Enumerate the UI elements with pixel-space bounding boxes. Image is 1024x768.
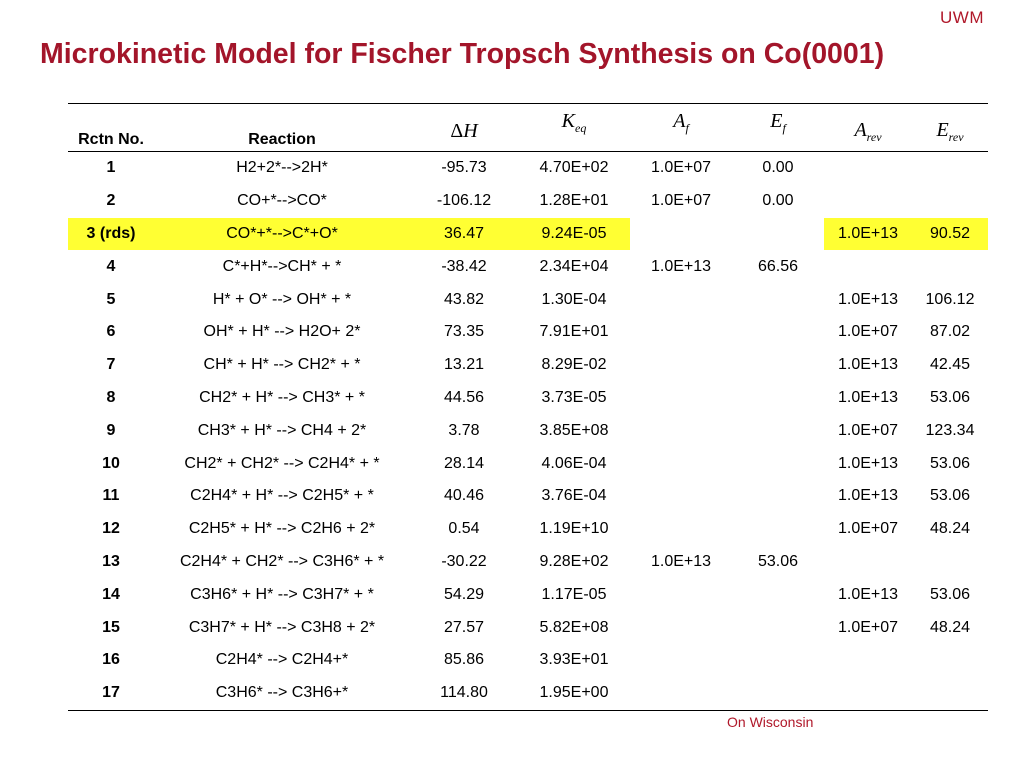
cell-ef <box>732 513 824 546</box>
cell-keq: 1.30E-04 <box>541 290 607 308</box>
cell-ef <box>732 578 824 611</box>
cell-reaction: H* + O* --> OH* + * <box>212 290 352 308</box>
cell-erev <box>912 250 988 283</box>
cell-delta-h: 73.35 <box>443 323 485 341</box>
cell-af: 1.0E+07 <box>650 192 712 210</box>
table-row <box>68 283 988 316</box>
table-row <box>68 447 988 480</box>
cell-erev <box>912 152 988 185</box>
table-row <box>68 644 988 677</box>
col-header-keq: $K_{eq}$ <box>518 104 630 152</box>
reaction-table <box>68 103 988 711</box>
cell-arev <box>824 250 912 283</box>
table-row <box>68 480 988 513</box>
cell-rctn-no: 8 <box>106 388 116 406</box>
cell-af <box>630 677 732 710</box>
cell-ef <box>732 316 824 349</box>
table-row <box>68 611 988 644</box>
cell-keq: 1.19E+10 <box>539 520 609 538</box>
cell-reaction: C3H6* + H* --> C3H7* + * <box>190 585 374 603</box>
cell-delta-h: 27.57 <box>443 618 485 636</box>
cell-ef <box>732 644 824 677</box>
table-row <box>68 250 988 283</box>
cell-reaction: C*+H*-->CH* + * <box>222 257 342 275</box>
cell-af <box>630 316 732 349</box>
cell-ef <box>732 382 824 415</box>
table-row <box>68 382 988 415</box>
table-row <box>68 316 988 349</box>
cell-arev <box>824 152 912 185</box>
cell-delta-h: 114.80 <box>440 684 488 702</box>
cell-ef <box>732 218 824 251</box>
cell-arev <box>824 644 912 677</box>
cell-rctn-no: 6 <box>106 323 116 341</box>
table-row <box>68 185 988 218</box>
cell-delta-h: 28.14 <box>443 454 485 472</box>
cell-reaction: C2H4* + H* --> C2H5* + * <box>190 487 374 505</box>
col-header-ef: $E_f$ <box>732 104 824 152</box>
table-row <box>68 546 988 579</box>
table-row <box>68 677 988 710</box>
cell-erev: 87.02 <box>929 323 971 341</box>
cell-af <box>630 578 732 611</box>
cell-reaction: CO*+*-->C*+O* <box>154 218 410 251</box>
cell-keq: 4.06E-04 <box>541 454 607 472</box>
cell-reaction: CO+*-->CO* <box>237 192 327 210</box>
cell-arev: 1.0E+13 <box>837 388 899 406</box>
cell-erev: 48.24 <box>929 520 971 538</box>
cell-af <box>630 382 732 415</box>
cell-delta-h: -30.22 <box>441 552 487 570</box>
cell-reaction: C3H7* + H* --> C3H8 + 2* <box>188 618 376 636</box>
cell-af <box>630 480 732 513</box>
table-row <box>68 152 988 185</box>
cell-keq: 1.17E-05 <box>541 585 607 603</box>
cell-arev <box>824 546 912 579</box>
cell-delta-h: 3.78 <box>448 421 480 439</box>
cell-reaction: C2H4* --> C2H4+* <box>215 651 349 669</box>
cell-rctn-no: 2 <box>106 192 116 210</box>
cell-rctn-no: 7 <box>106 356 116 374</box>
cell-rctn-no: 10 <box>102 454 120 472</box>
cell-rctn-no: 3 (rds) <box>68 218 154 251</box>
cell-reaction: CH* + H* --> CH2* + * <box>203 356 361 374</box>
cell-delta-h: -95.73 <box>441 159 487 177</box>
cell-erev: 53.06 <box>929 585 971 603</box>
cell-af <box>630 513 732 546</box>
cell-erev: 53.06 <box>929 487 971 505</box>
cell-delta-h: 36.47 <box>410 218 518 251</box>
cell-rctn-no: 11 <box>102 487 120 505</box>
cell-ef <box>732 677 824 710</box>
cell-erev <box>912 185 988 218</box>
cell-delta-h: 0.54 <box>448 520 480 538</box>
cell-arev: 1.0E+13 <box>837 454 899 472</box>
cell-arev: 1.0E+07 <box>837 618 899 636</box>
cell-rctn-no: 13 <box>102 552 120 570</box>
cell-rctn-no: 1 <box>106 159 116 177</box>
cell-keq: 3.93E+01 <box>539 651 609 669</box>
cell-reaction: C2H4* + CH2* --> C3H6* + * <box>179 552 385 570</box>
cell-ef <box>732 480 824 513</box>
cell-arev: 1.0E+07 <box>837 421 899 439</box>
cell-af <box>630 611 732 644</box>
table-row-highlighted <box>68 218 988 251</box>
cell-keq: 7.91E+01 <box>539 323 609 341</box>
cell-rctn-no: 15 <box>102 618 120 636</box>
cell-arev: 1.0E+13 <box>837 487 899 505</box>
cell-delta-h: 13.21 <box>443 356 485 374</box>
cell-arev: 1.0E+13 <box>837 290 899 308</box>
cell-arev <box>824 677 912 710</box>
footer-tagline: On Wisconsin <box>727 714 814 730</box>
cell-ef <box>732 349 824 382</box>
cell-af: 1.0E+07 <box>650 159 712 177</box>
cell-af <box>630 447 732 480</box>
cell-reaction: H2+2*-->2H* <box>236 159 328 177</box>
cell-erev: 48.24 <box>929 618 971 636</box>
table-header-row <box>68 104 988 152</box>
cell-erev: 53.06 <box>929 388 971 406</box>
cell-reaction: CH2* + H* --> CH3* + * <box>199 388 365 406</box>
cell-arev: 1.0E+07 <box>837 323 899 341</box>
cell-erev <box>912 546 988 579</box>
cell-erev: 106.12 <box>925 290 975 308</box>
cell-rctn-no: 5 <box>106 290 116 308</box>
cell-keq: 2.34E+04 <box>539 257 609 275</box>
cell-arev: 1.0E+13 <box>824 218 912 251</box>
table-row <box>68 513 988 546</box>
cell-af: 1.0E+13 <box>650 257 712 275</box>
cell-keq: 1.28E+01 <box>539 192 609 210</box>
cell-ef <box>732 283 824 316</box>
col-header-erev: $E_{rev}$ <box>912 104 988 152</box>
cell-arev: 1.0E+13 <box>837 585 899 603</box>
cell-erev <box>912 677 988 710</box>
cell-arev <box>824 185 912 218</box>
cell-delta-h: -38.42 <box>441 257 487 275</box>
cell-keq: 4.70E+02 <box>539 159 609 177</box>
col-header-reaction: Reaction <box>154 104 410 152</box>
cell-keq: 9.24E-05 <box>518 218 630 251</box>
col-header-rctn-no: Rctn No. <box>68 104 154 152</box>
cell-erev: 53.06 <box>929 454 971 472</box>
cell-erev: 90.52 <box>912 218 988 251</box>
cell-rctn-no: 4 <box>106 257 116 275</box>
cell-delta-h: -106.12 <box>436 192 492 210</box>
cell-rctn-no: 16 <box>102 651 120 669</box>
cell-rctn-no: 12 <box>102 520 120 538</box>
cell-reaction: CH3* + H* --> CH4 + 2* <box>197 421 367 439</box>
cell-keq: 1.95E+00 <box>539 684 609 702</box>
table-row <box>68 414 988 447</box>
cell-rctn-no: 14 <box>102 585 120 603</box>
cell-reaction: CH2* + CH2* --> C2H4* + * <box>184 454 380 472</box>
cell-keq: 8.29E-02 <box>541 356 607 374</box>
cell-keq: 3.76E-04 <box>541 487 607 505</box>
col-header-delta-h: ΔH <box>410 104 518 152</box>
cell-ef: 0.00 <box>762 192 794 210</box>
brand-label: UWM <box>940 8 984 27</box>
cell-af <box>630 644 732 677</box>
cell-delta-h: 54.29 <box>443 585 485 603</box>
cell-keq: 3.85E+08 <box>539 421 609 439</box>
cell-rctn-no: 17 <box>102 684 120 702</box>
cell-ef <box>732 611 824 644</box>
cell-af <box>630 414 732 447</box>
cell-reaction: C2H5* + H* --> C2H6 + 2* <box>188 520 376 538</box>
slide-title: Microkinetic Model for Fischer Tropsch Synthesis on Co(0001) <box>40 38 885 70</box>
cell-af <box>630 218 732 251</box>
table-row <box>68 349 988 382</box>
cell-erev: 42.45 <box>929 356 971 374</box>
cell-erev: 123.34 <box>925 421 975 439</box>
cell-delta-h: 85.86 <box>443 651 485 669</box>
cell-ef: 66.56 <box>757 257 799 275</box>
cell-af: 1.0E+13 <box>650 552 712 570</box>
cell-ef <box>732 414 824 447</box>
cell-delta-h: 40.46 <box>443 487 485 505</box>
cell-af <box>630 349 732 382</box>
cell-delta-h: 43.82 <box>443 290 485 308</box>
cell-reaction: OH* + H* --> H2O+ 2* <box>203 323 361 341</box>
cell-keq: 5.82E+08 <box>539 618 609 636</box>
cell-reaction: C3H6* --> C3H6+* <box>215 684 349 702</box>
cell-keq: 9.28E+02 <box>539 552 609 570</box>
cell-delta-h: 44.56 <box>443 388 485 406</box>
cell-erev <box>912 644 988 677</box>
cell-ef: 53.06 <box>757 552 799 570</box>
col-header-arev: $A_{rev}$ <box>824 104 912 152</box>
cell-arev: 1.0E+13 <box>837 356 899 374</box>
col-header-af: $A_f$ <box>630 104 732 152</box>
cell-ef <box>732 447 824 480</box>
cell-keq: 3.73E-05 <box>541 388 607 406</box>
cell-af <box>630 283 732 316</box>
cell-arev: 1.0E+07 <box>837 520 899 538</box>
cell-rctn-no: 9 <box>106 421 116 439</box>
cell-ef: 0.00 <box>762 159 794 177</box>
table-row <box>68 578 988 611</box>
